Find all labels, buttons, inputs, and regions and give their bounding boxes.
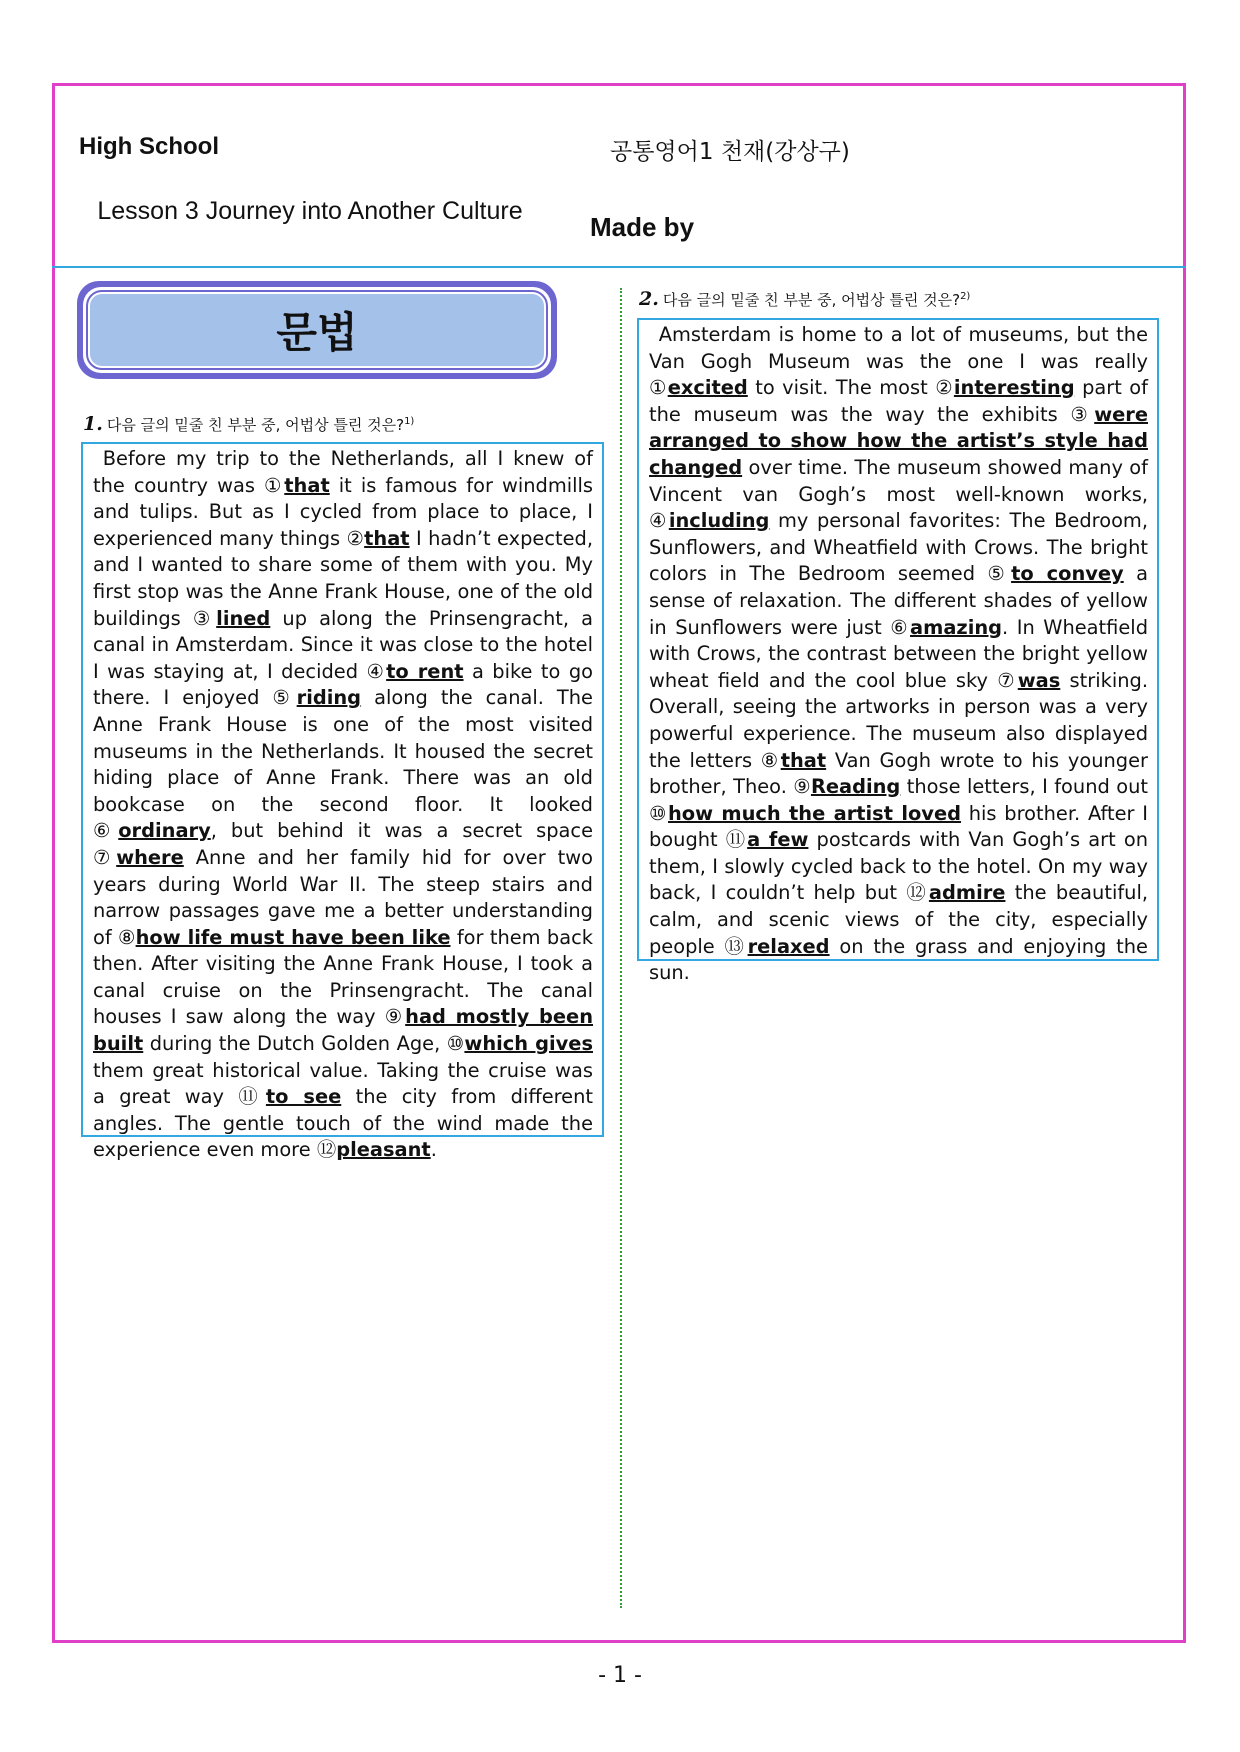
underlined-choice: pleasant [336,1138,431,1162]
footnote-ref: 1) [404,416,415,427]
passage-text: Van Gogh wrote to his younger brother, Theo. ⑨ [649,748,1148,799]
underlined-choice: which gives [464,1032,593,1056]
question-prompt: 다음 글의 밑줄 친 부분 중, 어법상 틀린 것은? [106,416,405,434]
question-number: 2. [639,288,659,310]
passage-text: over time. The museum showed many of Vincent van Gogh’s most well-known works, ④ [649,455,1148,533]
underlined-choice: lined [216,606,271,630]
passage-text: for them back then. After visiting the Anne Frank House, I took a canal cruise on the Prinsengracht. The canal houses I saw along the way ⑨ [93,925,593,1029]
passage-text: my personal favorites: The Bedroom, Sunflowers, and Wheatfield with Crows. The bright colors in The Bedroom seemed ⑤ [649,509,1148,586]
passage-text: along the canal. The Anne Frank House is one of the most visited museums in the Netherlands. It housed the secret hiding place of Anne Frank. There was an old bookcase on the second floor. It looked ⑥ [93,686,593,843]
page-number: - 1 - [598,1663,642,1688]
underlined-choice: where [116,845,184,869]
passage-text: his brother. After I bought ⑪ [649,801,1148,852]
passage-text: striking. Overall, seeing the artworks in person was a very powerful experience. The museum also displayed the letters ⑧ [649,668,1148,772]
lesson-title: Lesson 3 Journey into Another Culture [97,197,523,225]
passage-text: a bike to go there. I enjoyed ⑤ [93,659,593,710]
passage-text: a sense of relaxation. The different shades of yellow in Sunflowers were just ⑥ [649,562,1148,639]
passage-text: up along the Prinsengracht, a canal in Amsterdam. Since it was close to the hotel I was staying at, I decided ④ [93,606,593,683]
underlined-choice: how much the artist loved [667,801,961,825]
school-label: High School [79,133,219,160]
underlined-choice: to rent [386,659,464,683]
passage-text: Anne and her family hid for over two years during World War II. The steep stairs and narrow passages gave me a better understanding of ⑧ [93,845,593,949]
underlined-choice: riding [296,686,362,710]
underlined-choice: excited [667,376,748,400]
question-number: 1. [83,413,103,435]
section-title: 문법 [88,292,546,368]
underlined-choice: that [780,748,827,772]
passage-text: . In Wheatfield with Crows, the contrast between the bright yellow wheat field and the cool blue sky ⑦ [649,615,1148,692]
question-2-title [639,288,970,310]
underlined-choice: had mostly been built [93,1005,593,1056]
column-divider [620,288,622,1608]
underlined-choice: a few [747,828,809,852]
underlined-choice: to see [265,1085,342,1109]
passage-text: to visit. The most ② [747,376,954,400]
passage-text: I hadn’t expected, and I wanted to share some of them with you. My first stop was the Anne Frank House, one of the old buildings ③ [93,526,594,630]
question-prompt: 다음 글의 밑줄 친 부분 중, 어법상 틀린 것은? [662,291,961,309]
underlined-choice: how life must have been like [135,925,451,949]
passage-text: Before my trip to the Netherlands, all I knew of the country was ① [93,447,593,497]
made-by-label: Made by [590,212,695,242]
passage-text: the city from different angles. The gentle touch of the wind made the experience even more ⑫ [93,1085,593,1162]
footnote-ref: 2) [960,291,971,302]
passage-text: the beautiful, calm, and scenic views of the city, especially people ⑬ [649,881,1149,958]
question-1-title [83,413,414,435]
header-divider [52,266,1186,268]
underlined-choice: was [1017,668,1061,692]
underlined-choice: that [284,473,330,497]
underlined-choice: that [364,526,410,550]
passage-text: them great historical value. Taking the cruise was a great way ⑪ [93,1058,593,1109]
passage-text: it is famous for windmills and tulips. But as I cycled from place to place, I experienced many things ② [93,473,594,550]
question-1-passage [81,442,604,1162]
underlined-choice: interesting [953,376,1075,400]
passage-text: those letters, I found out ⑩ [649,775,1148,825]
passage-text: on the grass and enjoying the sun. [649,934,1148,985]
question-2-passage [637,318,1159,985]
passage-text: during the Dutch Golden Age, ⑩ [143,1032,465,1056]
passage-text: , but behind it was a secret space ⑦ [93,819,593,869]
section-banner [77,281,557,379]
underlined-choice: ordinary [118,819,211,843]
passage-text: postcards with Van Gogh’s art on them, I slowly cycled back to the hotel. On my way back, I couldn’t help but ⑫ [649,828,1148,905]
passage-text: part of the museum was the way the exhibits ③ [649,376,1148,426]
underlined-choice: were arranged to show how the artist’s style had changed [649,402,1148,479]
underlined-choice: Reading [810,775,901,799]
course-title: 공통영어1 천재(강상구) [610,139,850,165]
underlined-choice: amazing [910,615,1003,639]
underlined-choice: including [668,509,770,533]
passage-text: Amsterdam is home to a lot of museums, but the Van Gogh Museum was the one I was really ① [649,323,1148,400]
underlined-choice: admire [928,881,1006,905]
passage-text: . [430,1138,437,1162]
underlined-choice: to convey [1011,562,1124,586]
underlined-choice: relaxed [747,934,830,958]
